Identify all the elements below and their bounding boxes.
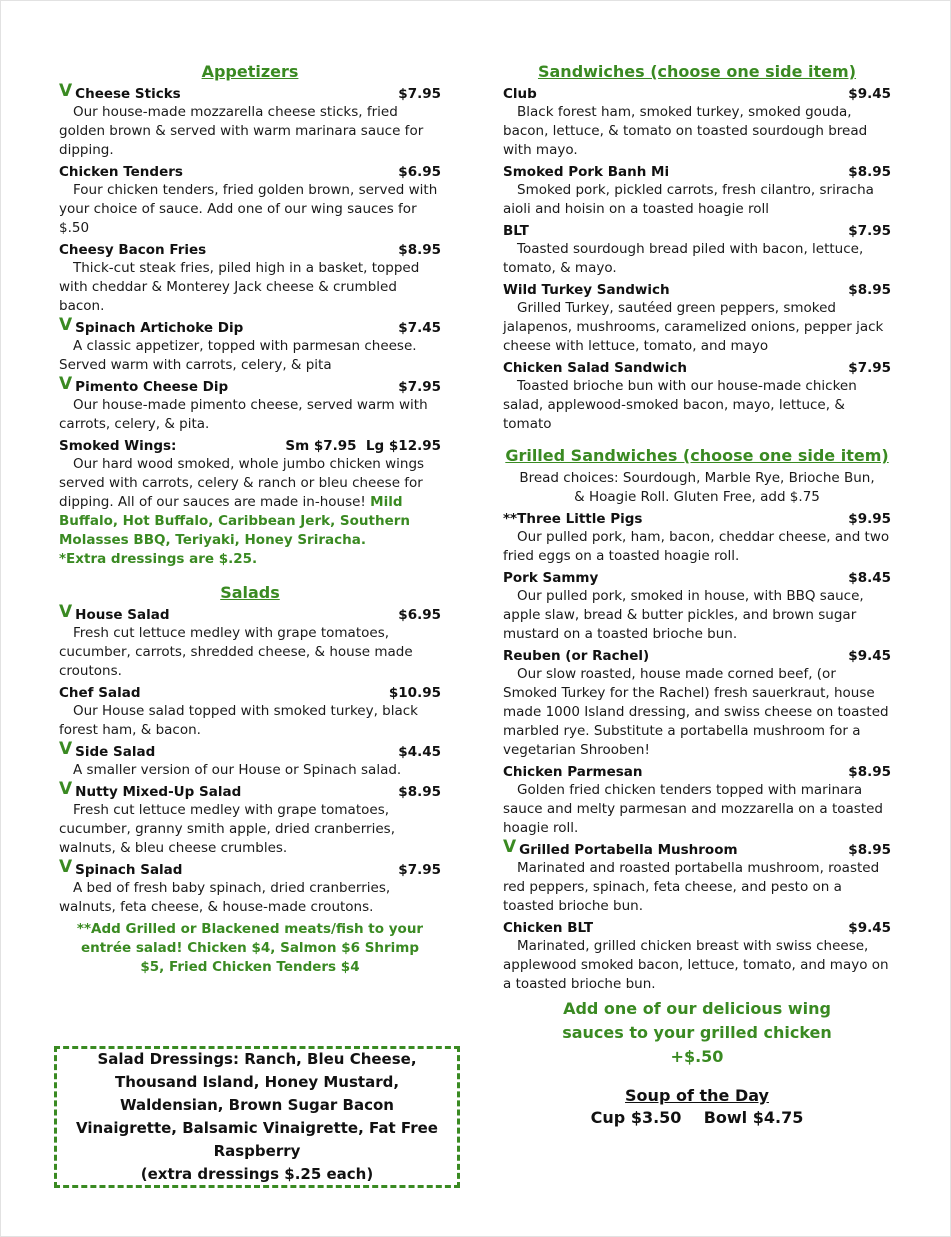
item-name: Pork Sammy bbox=[503, 570, 599, 586]
menu-item bbox=[503, 569, 891, 644]
item-price: $8.95 bbox=[848, 282, 891, 298]
sandwich-list bbox=[503, 85, 891, 434]
wings-desc-text: Our hard wood smoked, whole jumbo chicken wings served with carrots, celery & ranch or bleu cheese for dipping. All of our sauces are made in-house! bbox=[59, 456, 425, 510]
item-description: Thick-cut steak fries, piled high in a basket, topped with cheddar & Monterey Jack cheese & crumbled bacon. bbox=[59, 260, 420, 314]
item-price: $6.95 bbox=[398, 607, 441, 623]
menu-item bbox=[59, 241, 441, 316]
item-description: Golden fried chicken tenders topped with marinara sauce and melty parmesan and mozzarella on a toasted hoagie roll. bbox=[503, 782, 883, 836]
menu-item bbox=[503, 647, 891, 760]
veg-leaf-icon: V bbox=[59, 602, 73, 622]
veg-leaf-icon: V bbox=[59, 739, 73, 759]
item-name: Chef Salad bbox=[59, 685, 141, 701]
item-name: **Three Little Pigs bbox=[503, 511, 643, 527]
item-price: $6.95 bbox=[398, 164, 441, 180]
item-description: A classic appetizer, topped with parmesan cheese. Served warm with carrots, celery, & pita bbox=[59, 338, 417, 373]
veg-leaf-icon: V bbox=[59, 374, 73, 394]
item-name: Chicken BLT bbox=[503, 920, 594, 936]
item-name: Cheese Sticks bbox=[75, 86, 181, 102]
veg-leaf-icon: V bbox=[503, 837, 517, 857]
item-description: Our slow roasted, house made corned beef, (or Smoked Turkey for the Rachel) fresh sauerkraut, house made 1000 Island dressing, and swiss cheese on toasted marbled rye. Substitute a portabella mushroom for a vegetarian Shrooben! bbox=[503, 666, 889, 758]
item-price: $7.95 bbox=[398, 86, 441, 102]
item-price: $7.95 bbox=[398, 379, 441, 395]
item-price: $7.95 bbox=[848, 360, 891, 376]
item-description: Smoked pork, pickled carrots, fresh cilantro, sriracha aioli and hoisin on a toasted hoagie roll bbox=[503, 182, 874, 217]
salad-list bbox=[59, 602, 441, 917]
menu-item bbox=[503, 281, 891, 356]
right-column bbox=[503, 62, 891, 1129]
wing-sauce-promo: Add one of our delicious wing sauces to your grilled chicken +$.50 bbox=[562, 999, 832, 1066]
smoked-wings-item bbox=[59, 437, 441, 569]
item-name: Smoked Wings: bbox=[59, 438, 177, 454]
grilled-heading: Grilled Sandwiches (choose one side item) bbox=[505, 446, 889, 465]
item-price: $9.45 bbox=[848, 86, 891, 102]
wing-extra-note: *Extra dressings are $.25. bbox=[59, 551, 258, 567]
menu-item bbox=[503, 163, 891, 219]
item-name: Spinach Salad bbox=[75, 862, 183, 878]
veg-leaf-icon: V bbox=[59, 779, 73, 799]
item-price: $9.45 bbox=[848, 648, 891, 664]
menu-item bbox=[59, 315, 441, 375]
item-name: Smoked Pork Banh Mi bbox=[503, 164, 670, 180]
menu-item bbox=[59, 602, 441, 681]
veg-leaf-icon: V bbox=[59, 81, 73, 101]
item-description: Our house-made pimento cheese, served warm with carrots, celery, & pita. bbox=[59, 397, 428, 432]
soup-title: Soup of the Day bbox=[625, 1086, 769, 1105]
appetizers-heading: Appetizers bbox=[201, 62, 299, 81]
item-price: $7.95 bbox=[398, 862, 441, 878]
menu-item bbox=[59, 81, 441, 160]
item-name: Chicken Parmesan bbox=[503, 764, 643, 780]
item-name: Spinach Artichoke Dip bbox=[75, 320, 244, 336]
item-name: Nutty Mixed-Up Salad bbox=[75, 784, 242, 800]
item-price: $8.95 bbox=[398, 242, 441, 258]
item-name: Pimento Cheese Dip bbox=[75, 379, 229, 395]
item-name: Side Salad bbox=[75, 744, 156, 760]
menu-item bbox=[59, 739, 441, 780]
item-price: $9.95 bbox=[848, 511, 891, 527]
item-description: Toasted brioche bun with our house-made chicken salad, applewood-smoked bacon, mayo, lettuce, & tomato bbox=[503, 378, 857, 432]
item-price: $4.45 bbox=[398, 744, 441, 760]
item-price: $10.95 bbox=[388, 685, 441, 701]
item-description: Our House salad topped with smoked turkey, black forest ham, & bacon. bbox=[59, 703, 418, 738]
menu-item bbox=[503, 85, 891, 160]
menu-item bbox=[59, 779, 441, 858]
soup-prices: Cup $3.50 Bowl $4.75 bbox=[590, 1108, 804, 1127]
item-description: Toasted sourdough bread piled with bacon, lettuce, tomato, & mayo. bbox=[503, 241, 864, 276]
dressings-extra: (extra dressings $.25 each) bbox=[140, 1165, 374, 1183]
dressings-list: Salad Dressings: Ranch, Bleu Cheese, Thousand Island, Honey Mustard, Waldensian, Brown Sugar Bacon Vinaigrette, Balsamic Vinaigrette, Fat Free Raspberry bbox=[76, 1050, 438, 1160]
item-description: A bed of fresh baby spinach, dried cranberries, walnuts, feta cheese, & house-made croutons. bbox=[59, 880, 391, 915]
menu-item bbox=[503, 837, 891, 916]
menu-item bbox=[503, 222, 891, 278]
item-price: $7.95 bbox=[848, 223, 891, 239]
item-description: Black forest ham, smoked turkey, smoked gouda, bacon, lettuce, & tomato on toasted sourdough bread with mayo. bbox=[503, 104, 868, 158]
item-description: Fresh cut lettuce medley with grape tomatoes, cucumber, carrots, shredded cheese, & house made croutons. bbox=[59, 625, 413, 679]
wing-sauces: Mild Buffalo, Hot Buffalo, Caribbean Jerk, Southern Molasses BBQ, Teriyaki, Honey Sriracha. bbox=[59, 494, 411, 548]
salads-heading: Salads bbox=[220, 583, 280, 602]
item-name: Reuben (or Rachel) bbox=[503, 648, 650, 664]
item-name: Grilled Portabella Mushroom bbox=[519, 842, 738, 858]
item-price: $8.95 bbox=[848, 764, 891, 780]
menu-item bbox=[59, 684, 441, 740]
item-price: $9.45 bbox=[848, 920, 891, 936]
item-name: Wild Turkey Sandwich bbox=[503, 282, 670, 298]
menu-item bbox=[59, 857, 441, 917]
item-description: Our house-made mozzarella cheese sticks, fried golden brown & served with warm marinara sauce for dipping. bbox=[59, 104, 424, 158]
item-description: Grilled Turkey, sautéed green peppers, smoked jalapenos, mushrooms, caramelized onions, pepper jack cheese with lettuce, tomato, and mayo bbox=[503, 300, 884, 354]
appetizer-list bbox=[59, 81, 441, 434]
item-name: Cheesy Bacon Fries bbox=[59, 242, 207, 258]
sandwiches-heading: Sandwiches (choose one side item) bbox=[537, 62, 857, 81]
item-price: $8.95 bbox=[848, 164, 891, 180]
menu-item bbox=[59, 374, 441, 434]
item-description: Our pulled pork, ham, bacon, cheddar cheese, and two fried eggs on a toasted hoagie roll. bbox=[503, 529, 890, 564]
item-description: Marinated and roasted portabella mushroom, roasted red peppers, spinach, feta cheese, and pesto on a toasted brioche bun. bbox=[503, 860, 880, 914]
item-description: Four chicken tenders, fried golden brown, served with your choice of sauce. Add one of our wing sauces for $.50 bbox=[59, 182, 438, 236]
item-price: $8.95 bbox=[848, 842, 891, 858]
item-name: Club bbox=[503, 86, 537, 102]
menu-item bbox=[503, 510, 891, 566]
veg-leaf-icon: V bbox=[59, 315, 73, 335]
item-price: $7.45 bbox=[398, 320, 441, 336]
menu-item bbox=[503, 359, 891, 434]
bread-choices: Bread choices: Sourdough, Marble Rye, Brioche Bun, & Hoagie Roll. Gluten Free, add $.75 bbox=[519, 470, 875, 505]
menu-item bbox=[503, 763, 891, 838]
left-column bbox=[59, 62, 441, 977]
salad-addon-note: **Add Grilled or Blackened meats/fish to your entrée salad! Chicken $4, Salmon $6 Shrimp $5, Fried Chicken Tenders $4 bbox=[76, 921, 424, 975]
item-price: $8.45 bbox=[848, 570, 891, 586]
item-description: Marinated, grilled chicken breast with swiss cheese, applewood smoked bacon, lettuce, tomato, and mayo on a toasted brioche bun. bbox=[503, 938, 889, 992]
item-name: House Salad bbox=[75, 607, 170, 623]
item-description: Fresh cut lettuce medley with grape tomatoes, cucumber, granny smith apple, dried cranberries, walnuts, & bleu cheese crumbles. bbox=[59, 802, 395, 856]
dressings-box bbox=[54, 1046, 460, 1188]
item-description bbox=[59, 455, 441, 569]
item-description: A smaller version of our House or Spinach salad. bbox=[73, 762, 402, 778]
menu-item bbox=[59, 163, 441, 238]
menu-item bbox=[503, 919, 891, 994]
item-price: Sm $7.95 Lg $12.95 bbox=[285, 438, 441, 454]
item-description: Our pulled pork, smoked in house, with BBQ sauce, apple slaw, bread & butter pickles, and brown sugar mustard on a toasted brioche bun. bbox=[503, 588, 864, 642]
grilled-list bbox=[503, 510, 891, 994]
item-price: $8.95 bbox=[398, 784, 441, 800]
item-name: BLT bbox=[503, 223, 529, 239]
item-name: Chicken Salad Sandwich bbox=[503, 360, 687, 376]
item-name: Chicken Tenders bbox=[59, 164, 183, 180]
veg-leaf-icon: V bbox=[59, 857, 73, 877]
